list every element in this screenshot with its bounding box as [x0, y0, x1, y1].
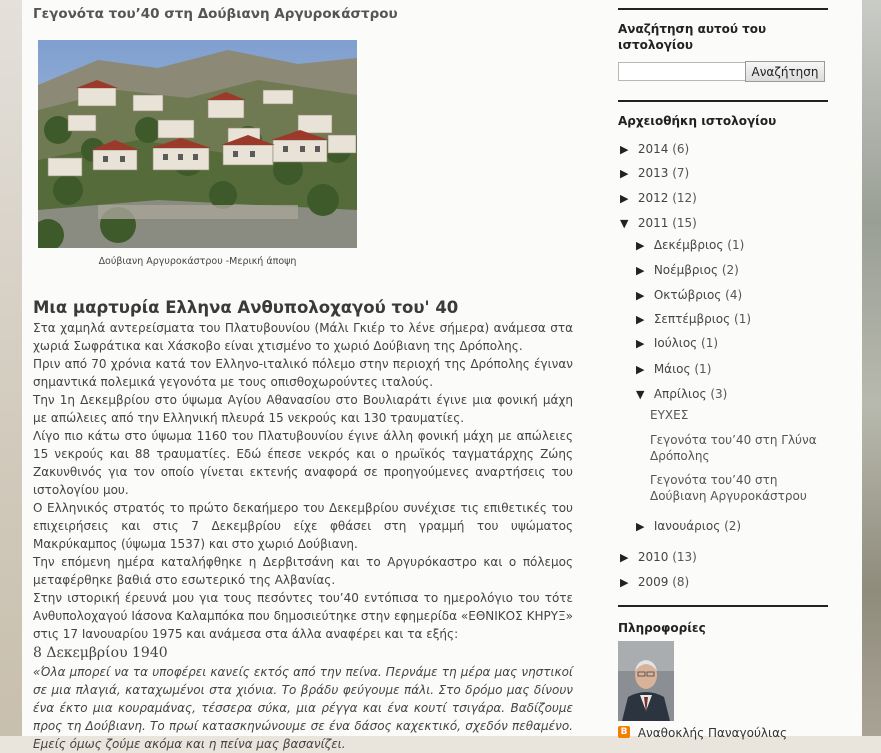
- expand-arrow-icon[interactable]: ▶: [620, 143, 629, 156]
- archive-widget-title: Αρχειοθήκη ιστολογίου: [618, 114, 777, 128]
- archive-count: (1): [694, 362, 712, 376]
- archive-month-link[interactable]: Νοέμβριος: [653, 263, 718, 277]
- paragraph: Πριν από 70 χρόνια κατά τον Ελληνο-ιταλικό πόλεμο στην περιοχή της Δρόπολης έγιναν σημαντικά πολεμικά γεγονότα με τους οπισθοχωρούντες ιταλούς.: [33, 357, 573, 389]
- profile-author[interactable]: [618, 726, 787, 740]
- archive-count: (1): [701, 336, 719, 350]
- archive-year-link[interactable]: 2011: [637, 216, 669, 230]
- paragraph: Την επόμενη ημέρα καταλήφθηκε η Δερβιτσάνη και το Αργυρόκαστρο και ο πόλεμος μεταφέρθηκε βαθιά στο εσωτερικό της Αλβανίας.: [33, 555, 573, 587]
- paragraph: Λίγο πιο κάτω στο ύψωμα 1160 του Πλατυβουνίου έγινε άλλη φονική μάχη με απώλειες 15 νεκρούς και 88 τραυματίες. Εδώ έπεσε νεκρός και ο ηρωϊκός ταγματάρχης Ζώης Ζακυνθινός για τον οποίο γίνεται εκτενής αναφορά σε προηγούμενες αναρτήσεις του ιστολογίου μου.: [33, 429, 573, 497]
- archive-post-link[interactable]: Γεγονότα του’40 στη Δούβιανη Αργυροκάστρου: [650, 473, 807, 503]
- archive-month-november[interactable]: [636, 262, 739, 279]
- archive-month-link[interactable]: Οκτώβριος: [653, 288, 722, 302]
- expand-arrow-icon[interactable]: ▶: [620, 167, 629, 180]
- expand-arrow-icon[interactable]: ▶: [636, 363, 645, 376]
- paragraph: Στην ιστορική έρευνά μου για τους πεσόντες του’40 εντόπισα το ημερολόγιο του τότε Ανθυπολοχαγού Ιάσονα Καλαμπόκα που δημοσιεύτηκε στην εφημερίδα «ΕΘΝΙΚΟΣ ΚΗΡΥΞ» στις 17 Ιανουαρίου 1975 και ανάμεσα στα άλλα αναφέρει και τα εξής:: [33, 591, 573, 641]
- archive-year-2010[interactable]: [620, 549, 697, 566]
- expand-arrow-icon[interactable]: ▶: [636, 520, 645, 533]
- archive-year-link[interactable]: 2012: [637, 191, 669, 205]
- archive-year-2014[interactable]: [620, 141, 689, 158]
- post-title[interactable]: Γεγονότα του’40 στη Δούβιανη Αργυροκάστρου: [33, 6, 398, 22]
- expand-arrow-icon[interactable]: ▶: [620, 551, 629, 564]
- archive-post-link[interactable]: Γεγονότα του’40 στη Γλύνα Δρόπολης: [650, 433, 817, 463]
- diary-date: 8 Δεκεμβρίου 1940: [33, 645, 168, 661]
- image-caption: Δούβιανη Αργυροκάστρου -Μερική άποψη: [98, 256, 297, 267]
- archive-count: (3): [710, 387, 728, 401]
- post-image[interactable]: [38, 40, 357, 248]
- archive-count: (13): [672, 550, 697, 564]
- expand-arrow-icon[interactable]: ▶: [636, 289, 645, 302]
- search-widget-title: Αναζήτηση αυτού του ιστολογίου: [618, 22, 767, 52]
- village-photo: [38, 40, 357, 248]
- paragraph: Ο Ελληνικός στρατός το πρώτο δεκαήμερο του Δεκεμβρίου συνέχισε τις επιθετικές του επιχειρήσεις και στις 7 Δεκεμβρίου είχε φθάσει στη γραμμή του υψώματος Μακρύκαμπος (ύψωμα 1537) και στο χωριό Δούβιανη.: [33, 501, 573, 551]
- archive-month-link[interactable]: Ιανουάριος: [653, 519, 721, 533]
- archive-count: (7): [672, 166, 690, 180]
- profile-widget-title: Πληροφορίες: [618, 621, 706, 635]
- archive-year-link[interactable]: 2014: [637, 142, 669, 156]
- collapse-arrow-icon[interactable]: ▼: [636, 388, 645, 401]
- archive-year-2013[interactable]: [620, 165, 689, 182]
- profile-widget-rule: [618, 605, 828, 607]
- archive-count: (12): [672, 191, 697, 205]
- archive-month-link[interactable]: Δεκέμβριος: [653, 238, 724, 252]
- archive-year-2011[interactable]: [620, 215, 697, 232]
- archive-month-link[interactable]: Ιούλιος: [653, 336, 698, 350]
- expand-arrow-icon[interactable]: ▶: [636, 239, 645, 252]
- archive-month-january[interactable]: [636, 518, 741, 535]
- expand-arrow-icon[interactable]: ▶: [636, 313, 645, 326]
- expand-arrow-icon[interactable]: ▶: [636, 337, 645, 350]
- archive-month-may[interactable]: [636, 361, 711, 378]
- archive-year-link[interactable]: 2010: [637, 550, 669, 564]
- search-widget-rule: [618, 8, 828, 10]
- archive-count: (8): [672, 575, 690, 589]
- post-body: [33, 298, 573, 753]
- expand-arrow-icon[interactable]: ▶: [620, 192, 629, 205]
- archive-year-2012[interactable]: [620, 190, 697, 207]
- author-name-link[interactable]: Αναθοκλής Παναγούλιας: [637, 726, 788, 740]
- archive-post-link[interactable]: ΕΥΧΕΣ: [650, 408, 689, 422]
- blogger-icon: B: [618, 726, 630, 738]
- archive-year-link[interactable]: 2009: [637, 575, 669, 589]
- expand-arrow-icon[interactable]: ▶: [620, 576, 629, 589]
- archive-count: (15): [672, 216, 697, 230]
- archive-month-april[interactable]: [636, 386, 727, 403]
- archive-count: (6): [672, 142, 690, 156]
- archive-month-september[interactable]: [636, 311, 751, 328]
- archive-count: (4): [725, 288, 743, 302]
- archive-year-link[interactable]: 2013: [637, 166, 669, 180]
- archive-month-link[interactable]: Απρίλιος: [653, 387, 707, 401]
- diary-quote: «Όλα μπορεί να τα υποφέρει κανείς εκτός από την πείνα. Περνάμε τη μέρα μας νηστικοί σε μια πλαγιά, καταχωμένοι στα χιόνια. Το βράδυ φεύγουμε πάλι. Στο δρόμο μας δίνουν ένα έκτο μια κουραμάνας, τέσσερα σύκα, μια ρέγγα και ένα κουτί τσιγάρα. Βαδίζουμε προς τη Δούβιανη. Το πρωί κατασκηνώνουμε σε ένα δάσος καχεκτικό, σχεδόν πεθαμένο. Εμείς όμως ζούμε ακόμα και η πείνα μας βασανίζει.: [33, 665, 573, 751]
- archive-month-link[interactable]: Σεπτέμβριος: [653, 312, 731, 326]
- archive-widget-rule: [618, 100, 828, 102]
- archive-count: (1): [734, 312, 752, 326]
- archive-month-october[interactable]: [636, 287, 742, 304]
- archive-month-july[interactable]: [636, 335, 718, 352]
- search-input[interactable]: [618, 62, 746, 81]
- paragraph: Στα χαμηλά αντερείσματα του Πλατυβουνίου (Μάλι Γκιέρ το λένε σήμερα) ανάμεσα στα χωριά Σωφράτικα και Χάσκοβο είναι χτισμένο το χωριό Δούβιανη της Δρόπολης.: [33, 321, 573, 353]
- archive-count: (1): [727, 238, 745, 252]
- paragraph: Την 1η Δεκεμβρίου στο ύψωμα Αγίου Αθανασίου στο Βουλιαράτι έγινε μια φονική μάχη με απώλειες από την Ελληνική πλευρά 15 νεκρούς και 130 τραυματίες.: [33, 393, 573, 425]
- archive-count: (2): [721, 263, 739, 277]
- collapse-arrow-icon[interactable]: ▼: [620, 217, 629, 230]
- page-background-right: [862, 0, 881, 736]
- page-background-left: [0, 0, 22, 736]
- archive-year-2009[interactable]: [620, 574, 689, 591]
- profile-photo[interactable]: [618, 641, 674, 721]
- archive-month-link[interactable]: Μάιος: [653, 362, 691, 376]
- archive-count: (2): [724, 519, 742, 533]
- archive-month-december[interactable]: [636, 237, 744, 254]
- avatar: [618, 641, 674, 721]
- expand-arrow-icon[interactable]: ▶: [636, 264, 645, 277]
- post-heading: Μια μαρτυρία Ελληνα Ανθυπολοχαγού του' 40: [33, 298, 459, 317]
- search-button[interactable]: Αναζήτηση: [745, 61, 825, 82]
